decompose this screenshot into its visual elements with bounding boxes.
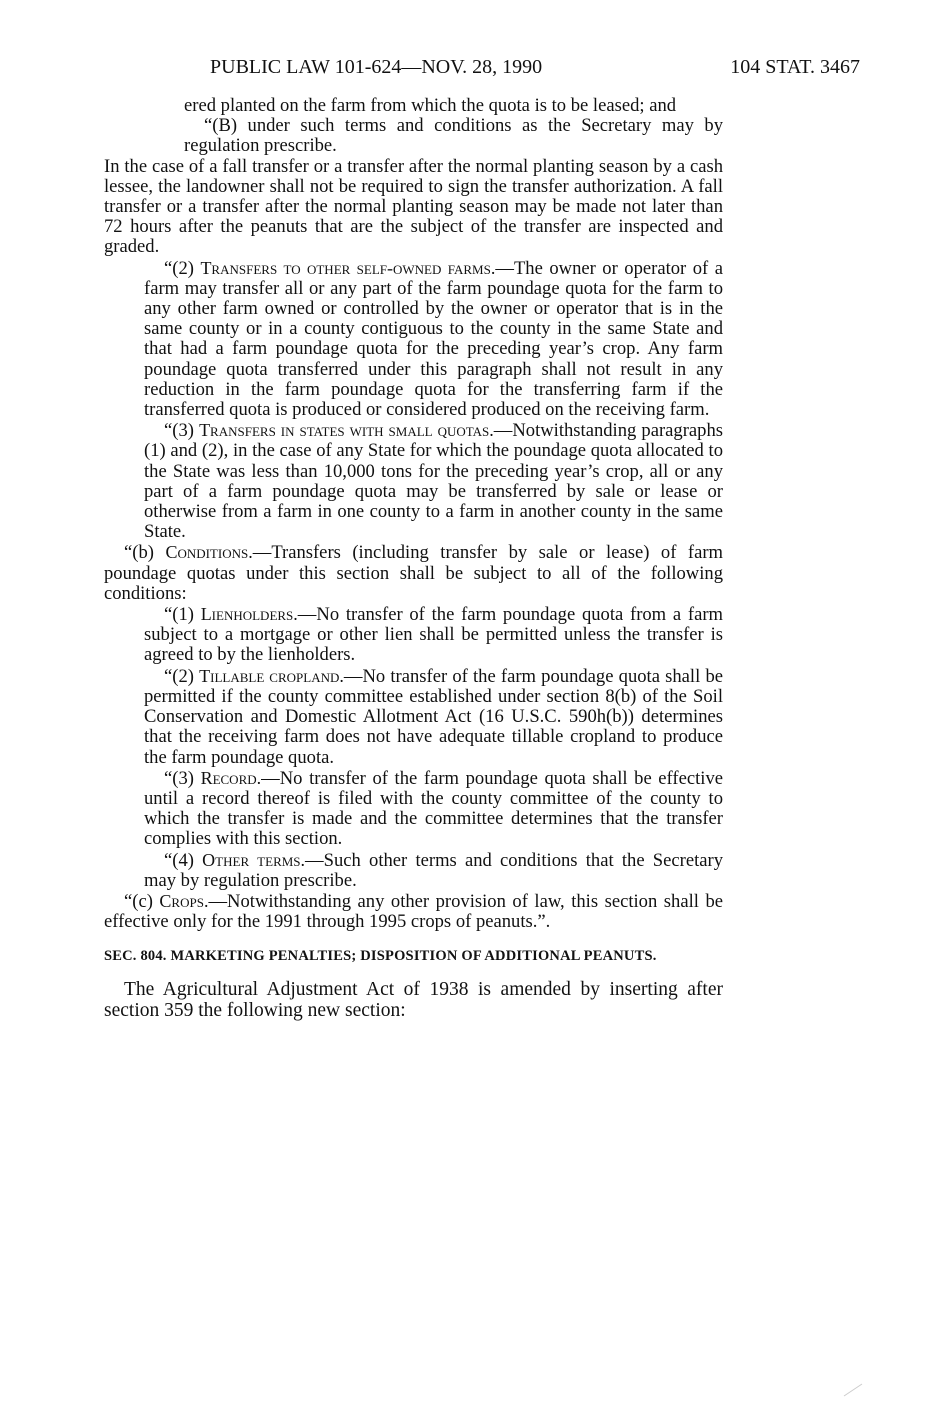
paragraph-heading: Record. [200,767,262,788]
statute-page-number: 104 STAT. 3467 [730,56,860,78]
subsection-heading: Conditions. [165,542,253,563]
subparagraph-b: “(B) under such terms and conditions as the Secretary may by regulation prescribe. [184,115,723,157]
document-body [104,96,723,1021]
public-law-title: PUBLIC LAW 101-624—NOV. 28, 1990 [210,56,543,78]
subsection-conditions: “(b) Conditions.—Transfers (including transfer by sale or lease) of farm poundage quotas under this section shall be subject to all of the following conditions: [104,542,723,604]
paragraph-fall-transfer: In the case of a fall transfer or a transfer after the normal planting season by a cash lessee, the landowner shall not be required to sign the transfer authorization. A fall transfer or a transfer after the normal planting season may be made not later than 72 hours after the peanuts that are the subject of the transfer are inspected and graded. [104,155,723,258]
subsection-heading: Crops. [159,890,209,911]
paragraph-self-owned-farms: “(2) Transfers to other self-owned farms.—The owner or operator of a farm may transfer all or any part of the farm poundage quota for the farm to any other farm owned or controlled by the owner or operator that is in the same county or in a county contiguous to the county in the same State and that had a farm poundage quota for the preceding year’s crop. Any farm poundage quota transferred under this paragraph shall not result in any reduction in the farm poundage quota for the transferring farm if the transferred quota is produced or considered produced on the receiving farm. [144,257,723,421]
paragraph-small-quotas: “(3) Transfers in states with small quotas.—Notwithstanding paragraphs (1) and (2), in the case of any State for which the poundage quota allocated to the State was less than 10,000 tons for the preceding year’s crop, all or any part of a farm poundage quota may be transferred by sale or lease or otherwise from a farm in one county to a farm in another county in the same State. [144,420,723,543]
paragraph-heading: Transfers to other self-owned farms. [200,257,496,278]
paragraph-other-terms: “(4) Other terms.—Such other terms and conditions that the Secretary may by regulation prescribe. [144,849,723,891]
paragraph-heading: Other terms. [202,849,306,870]
paragraph-heading: Tillable cropland. [199,665,344,686]
subparagraph-block [144,96,723,157]
amendment-lead-paragraph: The Agricultural Adjustment Act of 1938 is amended by inserting after section 359 the following new section: [104,979,723,1022]
subsection-crops: “(c) Crops.—Notwithstanding any other provision of law, this section shall be effective only for the 1991 through 1995 crops of peanuts.”. [104,890,723,933]
section-heading: SEC. 804. MARKETING PENALTIES; DISPOSITION OF ADDITIONAL PEANUTS. [104,948,657,965]
paragraph-lienholders: “(1) Lienholders.—No transfer of the farm poundage quota from a farm subject to a mortgage or other lien shall be permitted unless the transfer is agreed to by the lienholders. [144,604,723,666]
paragraph-record: “(3) Record.—No transfer of the farm poundage quota shall be effective until a record thereof is filed with the county committee of the county to which the transfer is made and the committee determines that the transfer complies with this section. [144,767,723,850]
running-header [210,54,860,80]
paragraph-tillable-cropland: “(2) Tillable cropland.—No transfer of the farm poundage quota shall be permitted if the county committee established under section 8(b) of the Soil Conservation and Domestic Allotment Act (16 U.S.C. 590h(b)) determines that the receiving farm does not have adequate tillable cropland to produce the farm poundage quota. [144,665,723,768]
paragraph-heading: Lienholders. [200,604,298,625]
paragraph-heading: Transfers in states with small quotas. [199,420,494,441]
paragraph-continuation: ered planted on the farm from which the quota is to be leased; and [184,95,677,116]
scan-mark [840,1380,870,1400]
